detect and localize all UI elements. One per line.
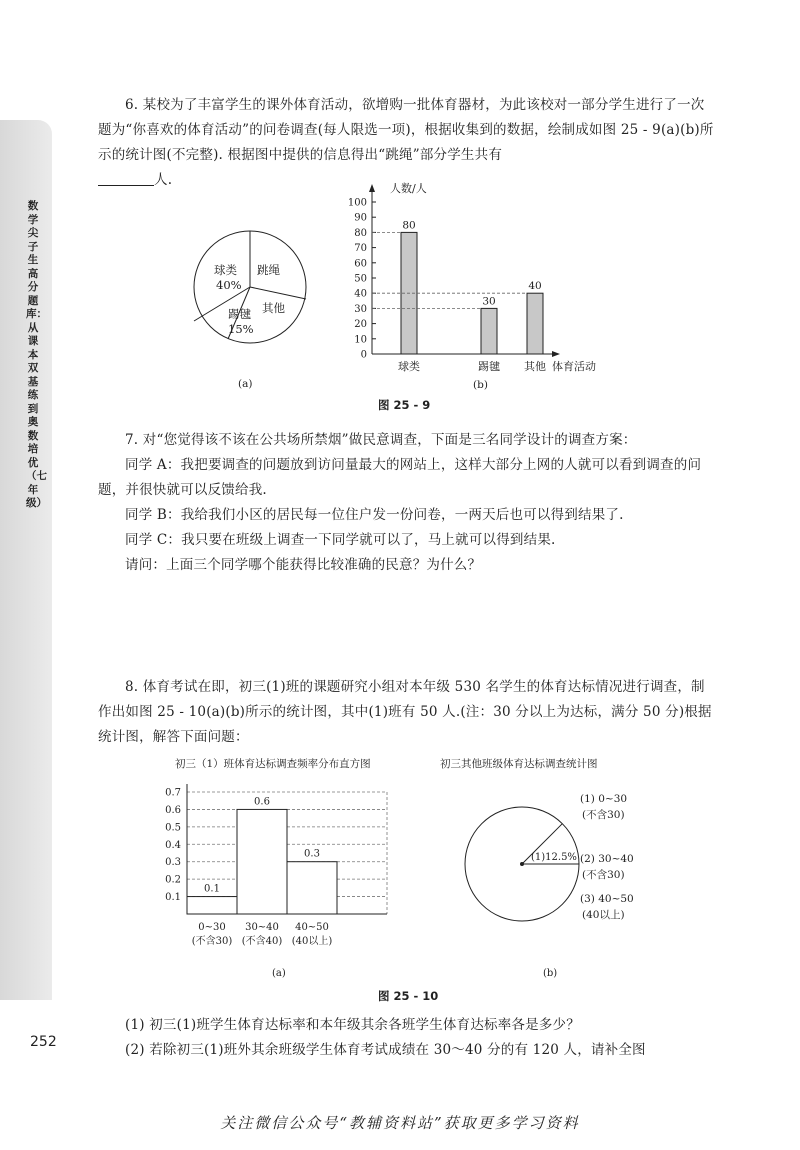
q8-text: 8. 体育考试在即，初三(1)班的课题研究小组对本年级 530 名学生的体育达标情况进行调查，制作出如图 25 - 10(a)(b)所示的统计图，其中(1)班有 50 人.(注：30 分以上为达标，满分 50 分)根据统计图，解答下面问题： <box>98 679 712 745</box>
histogram-y-tick-label: 0.6 <box>165 804 181 816</box>
legend-2-line1: (2) 30~40 <box>580 853 634 865</box>
histogram-category-note: (40以上) <box>291 936 333 947</box>
histogram-sublabel: (a) <box>272 968 286 979</box>
bar-踢毽 <box>481 308 497 354</box>
histogram-value-label: 0.1 <box>204 883 220 895</box>
q7-question: 请问：上面三个同学哪个能获得比较准确的民意？为什么？ <box>125 557 482 573</box>
histogram-category-note: (不含30) <box>191 936 233 947</box>
pie-b-sublabel: (b) <box>543 968 558 979</box>
bar-y-tick-label: 60 <box>354 258 367 270</box>
figure-25-10a-histogram <box>160 752 410 982</box>
bar-category-label: 其他 <box>524 360 546 373</box>
q8-sub1: (1) 初三(1)班学生体育达标率和本年级其余各班学生体育达标率各是多少？ <box>125 1017 580 1033</box>
bar-y-tick-label: 40 <box>354 288 367 300</box>
bar-y-tick-label: 70 <box>354 243 367 255</box>
book-title-vertical: 数学尖子生高分题库：从课本双基练到奥数培优（七年级） <box>26 200 47 509</box>
histogram-category-note: (不含40) <box>241 936 283 947</box>
histogram-category-label: 30~40 <box>245 922 279 933</box>
histogram-category-label: 0~30 <box>198 922 226 933</box>
histogram-category-label: 40~50 <box>295 922 329 933</box>
q6-answer-blank <box>98 171 154 186</box>
page-number: 252 <box>30 1034 57 1050</box>
figure-25-9b-bar-chart <box>340 180 620 395</box>
question-8-subparts <box>98 1013 718 1063</box>
pie-pct-tijian: 15% <box>228 322 254 336</box>
bar-y-tick-label: 10 <box>354 334 367 346</box>
figure-25-10-caption: 图 25 - 10 <box>378 989 439 1003</box>
bar-value-label: 30 <box>482 295 496 308</box>
footer-notice: 关注微信公众号“教辅资料站”获取更多学习资料 <box>220 1114 580 1132</box>
histogram-y-tick-label: 0.5 <box>165 822 181 834</box>
pie-label-tijian: 踢毽 <box>228 307 251 321</box>
pie-sublabel: (a) <box>238 378 253 390</box>
figure-25-9-caption: 图 25 - 9 <box>378 398 431 412</box>
pie-pct-qiulei: 40% <box>216 278 242 292</box>
bar-category-label: 球类 <box>398 360 420 373</box>
histogram-y-tick-label: 0.4 <box>165 839 181 851</box>
figure-25-9a-pie <box>190 225 320 395</box>
legend-1-line2: (不含30) <box>582 809 625 821</box>
q7-title: 7. 对“您觉得该不该在公共场所禁烟”做民意调查，下面是三名同学设计的调查方案： <box>125 432 637 448</box>
bar-其他 <box>527 293 543 354</box>
q6-text-end: 人. <box>154 172 173 188</box>
bar-value-label: 80 <box>402 219 416 232</box>
histogram-title: 初三（1）班体育达标调查频率分布直方图 <box>175 758 371 770</box>
q7-student-c: 同学 C：我只要在班级上调查一下同学就可以了，马上就可以得到结果. <box>125 532 556 548</box>
legend-3-line1: (3) 40~50 <box>580 893 634 905</box>
legend-3-line2: (40以上) <box>582 909 625 921</box>
bar-y-tick-label: 50 <box>354 273 367 285</box>
histogram-y-tick-label: 0.1 <box>165 892 181 904</box>
bar-y-axis-arrow <box>369 184 375 192</box>
q8-sub2: (2) 若除初三(1)班外其余班级学生体育考试成绩在 30～40 分的有 120 人，请补全图 <box>125 1042 646 1058</box>
histogram-bar-30~40 <box>237 809 287 914</box>
bar-sublabel: (b) <box>473 379 488 391</box>
histogram-bar-0~30 <box>187 897 237 914</box>
pie-b-title: 初三其他班级体育达标调查统计图 <box>440 758 598 770</box>
figure-25-10b-pie <box>440 752 670 982</box>
bar-value-label: 40 <box>528 280 542 293</box>
histogram-value-label: 0.3 <box>304 848 320 860</box>
legend-2-line2: (不含30) <box>582 869 625 881</box>
histogram-value-label: 0.6 <box>254 796 270 808</box>
bar-x-axis-arrow <box>552 351 560 357</box>
question-7 <box>98 428 718 578</box>
histogram-y-tick-label: 0.2 <box>165 874 181 886</box>
pie-label-tiaosheng: 跳绳 <box>257 263 280 277</box>
bar-y-tick-label: 80 <box>354 227 367 239</box>
pie-label-qiulei: 球类 <box>214 263 237 277</box>
histogram-y-tick-label: 0.7 <box>165 787 181 799</box>
question-8 <box>98 675 718 750</box>
bar-y-axis-label: 人数/人 <box>390 182 427 195</box>
histogram-y-tick-label: 0.3 <box>165 857 181 869</box>
pie-label-qita: 其他 <box>262 301 285 315</box>
q6-text: 6. 某校为了丰富学生的课外体育活动，欲增购一批体育器材，为此该校对一部分学生进行了一次题为“你喜欢的体育活动”的问卷调查(每人限选一项)，根据收集到的数据，绘制成如图 25 - 9(a)(b)所示的统计图(不完整). 根据图中提供的信息得出“跳绳”部分学生共有 <box>98 97 714 163</box>
pie-b-center <box>520 862 524 866</box>
bar-category-label: 踢毽 <box>478 360 500 373</box>
histogram-bar-40~50 <box>287 862 337 914</box>
bar-y-tick-label: 0 <box>360 349 367 361</box>
question-6 <box>98 93 718 193</box>
q7-student-a: 同学 A：我把要调查的问题放到访问量最大的网站上，这样大部分上网的人就可以看到调查的问题，并很快就可以反馈给我. <box>98 457 702 498</box>
legend-1-line1: (1) 0~30 <box>580 793 628 805</box>
bar-y-tick-label: 90 <box>354 212 367 224</box>
bar-y-tick-label: 100 <box>347 197 367 209</box>
q7-student-b: 同学 B：我给我们小区的居民每一位住户发一份问卷，一两天后也可以得到结果了. <box>125 507 624 523</box>
bar-x-axis-label: 体育活动 <box>552 360 596 373</box>
bar-y-tick-label: 30 <box>354 303 367 315</box>
bar-y-tick-label: 20 <box>354 319 367 331</box>
pie-b-slice-label: (1)12.5% <box>531 852 577 863</box>
